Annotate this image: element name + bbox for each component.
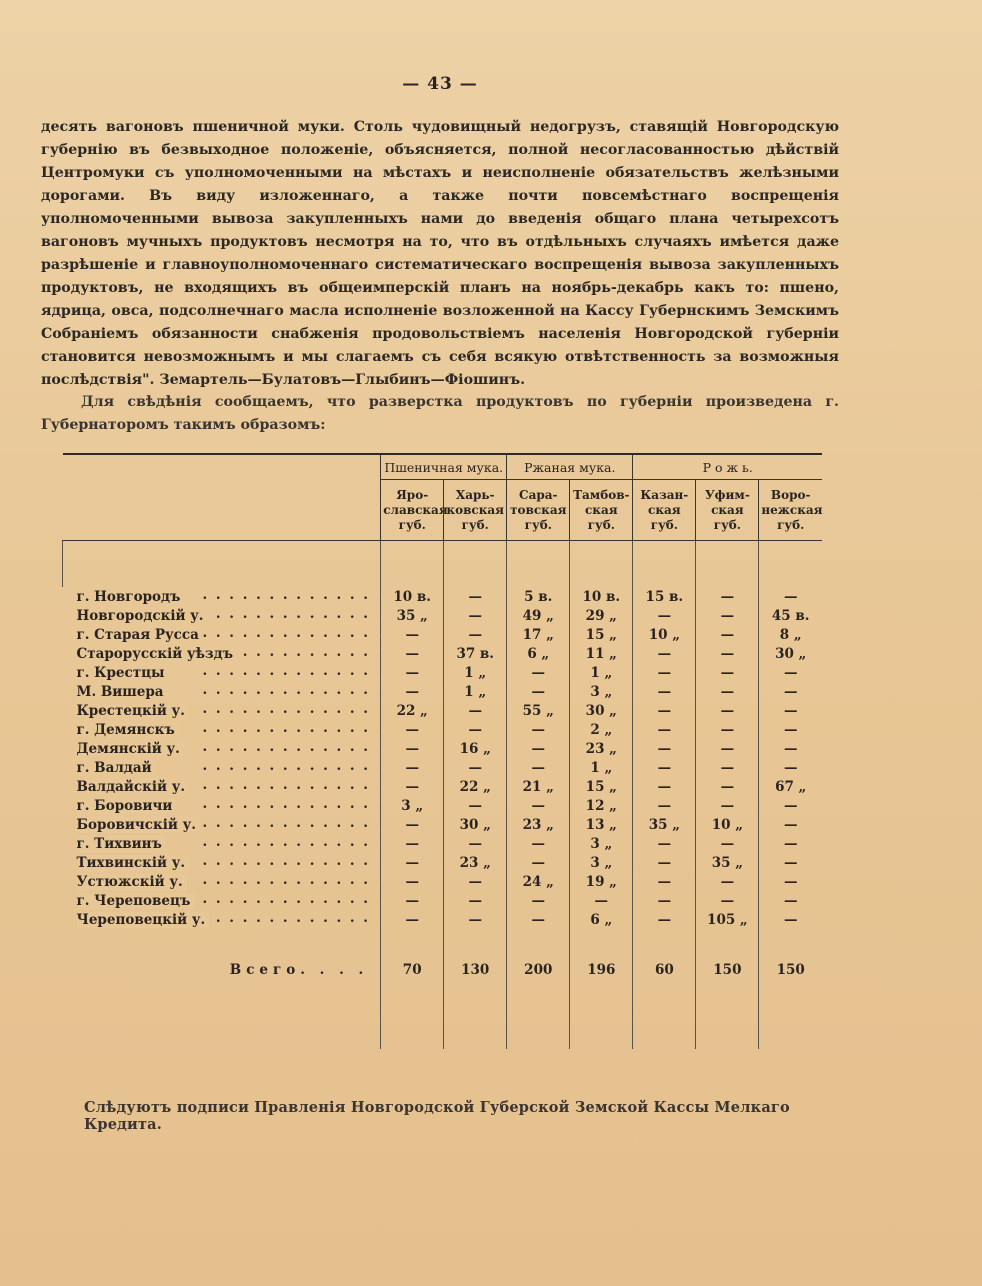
table-cell: 10 в. [570, 587, 633, 606]
table-cell: 23 „ [570, 739, 633, 758]
column-header: Тамбов-ская губ. [570, 480, 633, 541]
row-label [63, 853, 381, 872]
table-gap-row [63, 929, 823, 953]
table-cell: — [381, 720, 444, 739]
row-label-text: Тихвинскій у. [77, 855, 190, 871]
column-header: Уфим-ская губ. [696, 480, 759, 541]
table-cell: 37 в. [444, 644, 507, 663]
intro-paragraph: Для свѣдѣнія сообщаемъ, что разверстка продуктовъ по губерніи произведена г. Губернаторомъ такимъ образомъ: [41, 394, 839, 433]
table-cell: — [759, 815, 822, 834]
table-cell: — [444, 872, 507, 891]
table-cell: 21 „ [507, 777, 570, 796]
page-number: — 43 — [402, 74, 478, 94]
table-cell: 3 „ [570, 682, 633, 701]
group-header-rye: Р о ж ь. [633, 454, 822, 480]
table-cell: — [633, 606, 696, 625]
table-cell: — [759, 720, 822, 739]
table-cell: 24 „ [507, 872, 570, 891]
table-cell: 10 „ [633, 625, 696, 644]
row-label-text: Демянскій у. [77, 741, 184, 757]
table-cell: 12 „ [570, 796, 633, 815]
table-cell: — [759, 891, 822, 910]
row-label [63, 758, 381, 777]
table-row [63, 777, 823, 796]
table-cell: — [507, 682, 570, 701]
row-label [63, 682, 381, 701]
table-cell: — [759, 701, 822, 720]
table-row [63, 625, 823, 644]
table-cell: 3 „ [570, 853, 633, 872]
row-label [63, 815, 381, 834]
table-cell: — [696, 682, 759, 701]
total-cell: 196 [570, 953, 633, 987]
row-label-text: Крестецкій у. [77, 703, 189, 719]
row-label-text: г. Череповецъ [77, 893, 195, 909]
allocation-table-container [62, 453, 822, 1065]
table-cell: — [633, 834, 696, 853]
table-cell: — [759, 739, 822, 758]
table-cell: — [633, 758, 696, 777]
table-cell: — [381, 777, 444, 796]
total-cell: 130 [444, 953, 507, 987]
table-cell: 1 „ [570, 663, 633, 682]
table-row [63, 682, 823, 701]
table-cell: — [759, 910, 822, 929]
table-cell: — [381, 758, 444, 777]
table-cell: — [444, 891, 507, 910]
table-cell: — [381, 853, 444, 872]
table-cell: — [381, 663, 444, 682]
table-cell: 45 в. [759, 606, 822, 625]
table-cell: 35 „ [381, 606, 444, 625]
table-cell: — [759, 834, 822, 853]
table-cell: 35 „ [633, 815, 696, 834]
table-row [63, 853, 823, 872]
row-label-text: г. Старая Русса [77, 627, 203, 643]
row-label-text: Череповецкій у. [77, 912, 210, 928]
row-label [63, 834, 381, 853]
table-row [63, 872, 823, 891]
table-cell: — [696, 891, 759, 910]
table-cell: — [633, 663, 696, 682]
table-cell: 22 „ [444, 777, 507, 796]
table-cell: — [633, 910, 696, 929]
table-cell: — [381, 625, 444, 644]
table-cell: — [507, 853, 570, 872]
table-cell: 3 „ [381, 796, 444, 815]
column-header: Воро-нежская губ. [759, 480, 822, 541]
table-cell: — [696, 625, 759, 644]
total-label: Всего. . . . [229, 962, 369, 978]
table-cell: 35 „ [696, 853, 759, 872]
group-header-wheat-flour: Пшеничная мука. [381, 454, 507, 480]
table-cell: — [381, 739, 444, 758]
table-cell: — [507, 758, 570, 777]
table-cell: — [633, 872, 696, 891]
table-cell: — [381, 815, 444, 834]
table-cell: — [633, 853, 696, 872]
table-cell: — [759, 587, 822, 606]
row-label [63, 796, 381, 815]
table-cell: 30 „ [444, 815, 507, 834]
table-header-blank [63, 454, 381, 541]
table-cell: — [696, 758, 759, 777]
total-cell: 60 [633, 953, 696, 987]
table-row [63, 796, 823, 815]
row-label [63, 663, 381, 682]
table-cell: — [696, 663, 759, 682]
column-header: Харь-ковская губ. [444, 480, 507, 541]
table-cell: — [696, 644, 759, 663]
table-cell: 1 „ [570, 758, 633, 777]
row-label-text: Устюжскій у. [77, 874, 187, 890]
row-label [63, 777, 381, 796]
table-cell: — [444, 701, 507, 720]
table-cell: 6 „ [570, 910, 633, 929]
table-cell: 11 „ [570, 644, 633, 663]
table-cell: — [444, 625, 507, 644]
table-cell: — [507, 891, 570, 910]
table-cell: — [696, 720, 759, 739]
row-label-text: Валдайскій у. [77, 779, 190, 795]
row-label-text: г. Демянскъ [77, 722, 179, 738]
table-cell: 19 „ [570, 872, 633, 891]
table-cell: — [444, 758, 507, 777]
table-cell: — [633, 739, 696, 758]
table-cell: — [633, 701, 696, 720]
table-row [63, 739, 823, 758]
table-cell: — [696, 796, 759, 815]
table-cell: — [444, 606, 507, 625]
row-label [63, 587, 381, 606]
table-cell: — [696, 606, 759, 625]
table-row [63, 910, 823, 929]
table-cell: 15 в. [633, 587, 696, 606]
table-cell: 6 „ [507, 644, 570, 663]
table-cell: 13 „ [570, 815, 633, 834]
table-cell: — [633, 682, 696, 701]
row-label [63, 606, 381, 625]
table-cell: — [381, 910, 444, 929]
table-cell: — [633, 720, 696, 739]
table-cell: 2 „ [570, 720, 633, 739]
table-cell: 17 „ [507, 625, 570, 644]
table-cell: — [759, 758, 822, 777]
table-cell: 15 „ [570, 777, 633, 796]
column-header: Казан-ская губ. [633, 480, 696, 541]
table-cell: 55 „ [507, 701, 570, 720]
row-label [63, 701, 381, 720]
row-label-text: г. Новгородъ [77, 589, 185, 605]
table-cell: 15 „ [570, 625, 633, 644]
table-row [63, 834, 823, 853]
row-label-text: Новгородскій у. [77, 608, 208, 624]
table-cell: — [381, 834, 444, 853]
table-cell: 16 „ [444, 739, 507, 758]
table-row [63, 815, 823, 834]
row-label-text: г. Тихвинъ [77, 836, 166, 852]
row-label-text: Боровичскій у. [77, 817, 200, 833]
table-cell: — [759, 796, 822, 815]
table-cell: — [696, 739, 759, 758]
table-cell: — [696, 872, 759, 891]
table-cell: — [759, 682, 822, 701]
table-cell: — [507, 720, 570, 739]
table-cell: — [759, 872, 822, 891]
table-cell: 49 „ [507, 606, 570, 625]
table-cell: — [696, 587, 759, 606]
total-cell: 70 [381, 953, 444, 987]
row-label-text: г. Валдай [77, 760, 156, 776]
table-row [63, 720, 823, 739]
table-cell: — [381, 644, 444, 663]
table-row [63, 587, 823, 606]
table-row [63, 891, 823, 910]
table-cell: — [444, 910, 507, 929]
total-cell: 150 [759, 953, 822, 987]
table-cell: — [444, 796, 507, 815]
table-cell: 23 „ [507, 815, 570, 834]
table-body [63, 541, 823, 1050]
signature-note: Слѣдуютъ подписи Правленія Новгородской Губерской Земской Кассы Мелкаго Кредита. [84, 1099, 790, 1133]
table-row [63, 701, 823, 720]
table-cell: 3 „ [570, 834, 633, 853]
table-cell: 5 в. [507, 587, 570, 606]
table-cell: — [759, 853, 822, 872]
table-cell: 29 „ [570, 606, 633, 625]
row-label [63, 910, 381, 929]
table-cell: 67 „ [759, 777, 822, 796]
group-header-rye-flour: Ржаная мука. [507, 454, 633, 480]
table-cell: 10 в. [381, 587, 444, 606]
row-label [63, 720, 381, 739]
table-row [63, 758, 823, 777]
row-label [63, 891, 381, 910]
table-cell: — [444, 834, 507, 853]
table-cell: — [633, 644, 696, 663]
table-cell: — [507, 739, 570, 758]
table-cell: 1 „ [444, 682, 507, 701]
table-cell: — [507, 796, 570, 815]
table-cell: — [570, 891, 633, 910]
row-label-text: г. Боровичи [77, 798, 177, 814]
table-cell: — [633, 891, 696, 910]
table-cell: — [507, 910, 570, 929]
table-cell: — [696, 777, 759, 796]
table-cell: — [381, 682, 444, 701]
total-cell: 200 [507, 953, 570, 987]
table-tail-row [63, 987, 823, 1049]
row-label [63, 739, 381, 758]
table-cell: — [633, 777, 696, 796]
table-row [63, 663, 823, 682]
table-row [63, 606, 823, 625]
table-row [63, 644, 823, 663]
table-cell: — [507, 834, 570, 853]
table-cell: — [444, 720, 507, 739]
table-cell: — [507, 663, 570, 682]
table-cell: — [381, 891, 444, 910]
total-cell: 150 [696, 953, 759, 987]
table-cell: 23 „ [444, 853, 507, 872]
table-spacer-row [63, 541, 823, 588]
table-cell: — [381, 872, 444, 891]
table-cell: — [696, 701, 759, 720]
table-cell: 30 „ [759, 644, 822, 663]
row-label-text: г. Крестцы [77, 665, 169, 681]
table-cell: — [444, 587, 507, 606]
row-label [63, 644, 381, 663]
column-header: Сара-товская губ. [507, 480, 570, 541]
row-label-text: М. Вишера [77, 684, 168, 700]
table-cell: — [696, 834, 759, 853]
row-label [63, 872, 381, 891]
allocation-table [62, 453, 822, 1049]
table-total-row [63, 953, 823, 987]
table-cell: 8 „ [759, 625, 822, 644]
table-cell: 105 „ [696, 910, 759, 929]
table-cell: 10 „ [696, 815, 759, 834]
row-label-text: Старорусскій уѣздъ [77, 646, 238, 662]
table-cell: 30 „ [570, 701, 633, 720]
column-header: Яро-славская губ. [381, 480, 444, 541]
table-cell: 22 „ [381, 701, 444, 720]
table-cell: 1 „ [444, 663, 507, 682]
table-cell: — [759, 663, 822, 682]
row-label [63, 625, 381, 644]
table-cell: — [633, 796, 696, 815]
body-paragraph: десять вагоновъ пшеничной муки. Столь чудовищный недогрузъ, ставящій Новгородскую губернію въ безвыходное положеніе, объясняется, полной несогласованностью дѣйствій Центромуки съ уполномоченными на мѣстахъ и неисполненіе обязательствъ желѣзными дорогами. Въ виду изложеннаго, а также почти повсемѣстнаго воспрещенія уполномоченными вывоза закупленныхъ нами до введенія общаго плана четырехсотъ вагоновъ мучныхъ продуктовъ несмотря на то, что въ отдѣльныхъ случаяхъ имѣется даже разрѣшеніе и главноуполномоченнаго систематическаго воспрещенія вывоза закупленныхъ продуктовъ, не входящихъ въ общеимперскій планъ на ноябрь-декабрь какъ то: пшено, ядрица, овса, подсолнечнаго масла исполненіе возложенной на Кассу Губернскимъ Земскимъ Собраніемъ обязанности снабженія продовольствіемъ населенія Новгородской губерніи становится невозможнымъ и мы слагаемъ съ себя всякую отвѣтственность за возможныя послѣдствія". Земартель—Булатовъ—Глыбинъ—Фіошинъ. [41, 119, 839, 388]
